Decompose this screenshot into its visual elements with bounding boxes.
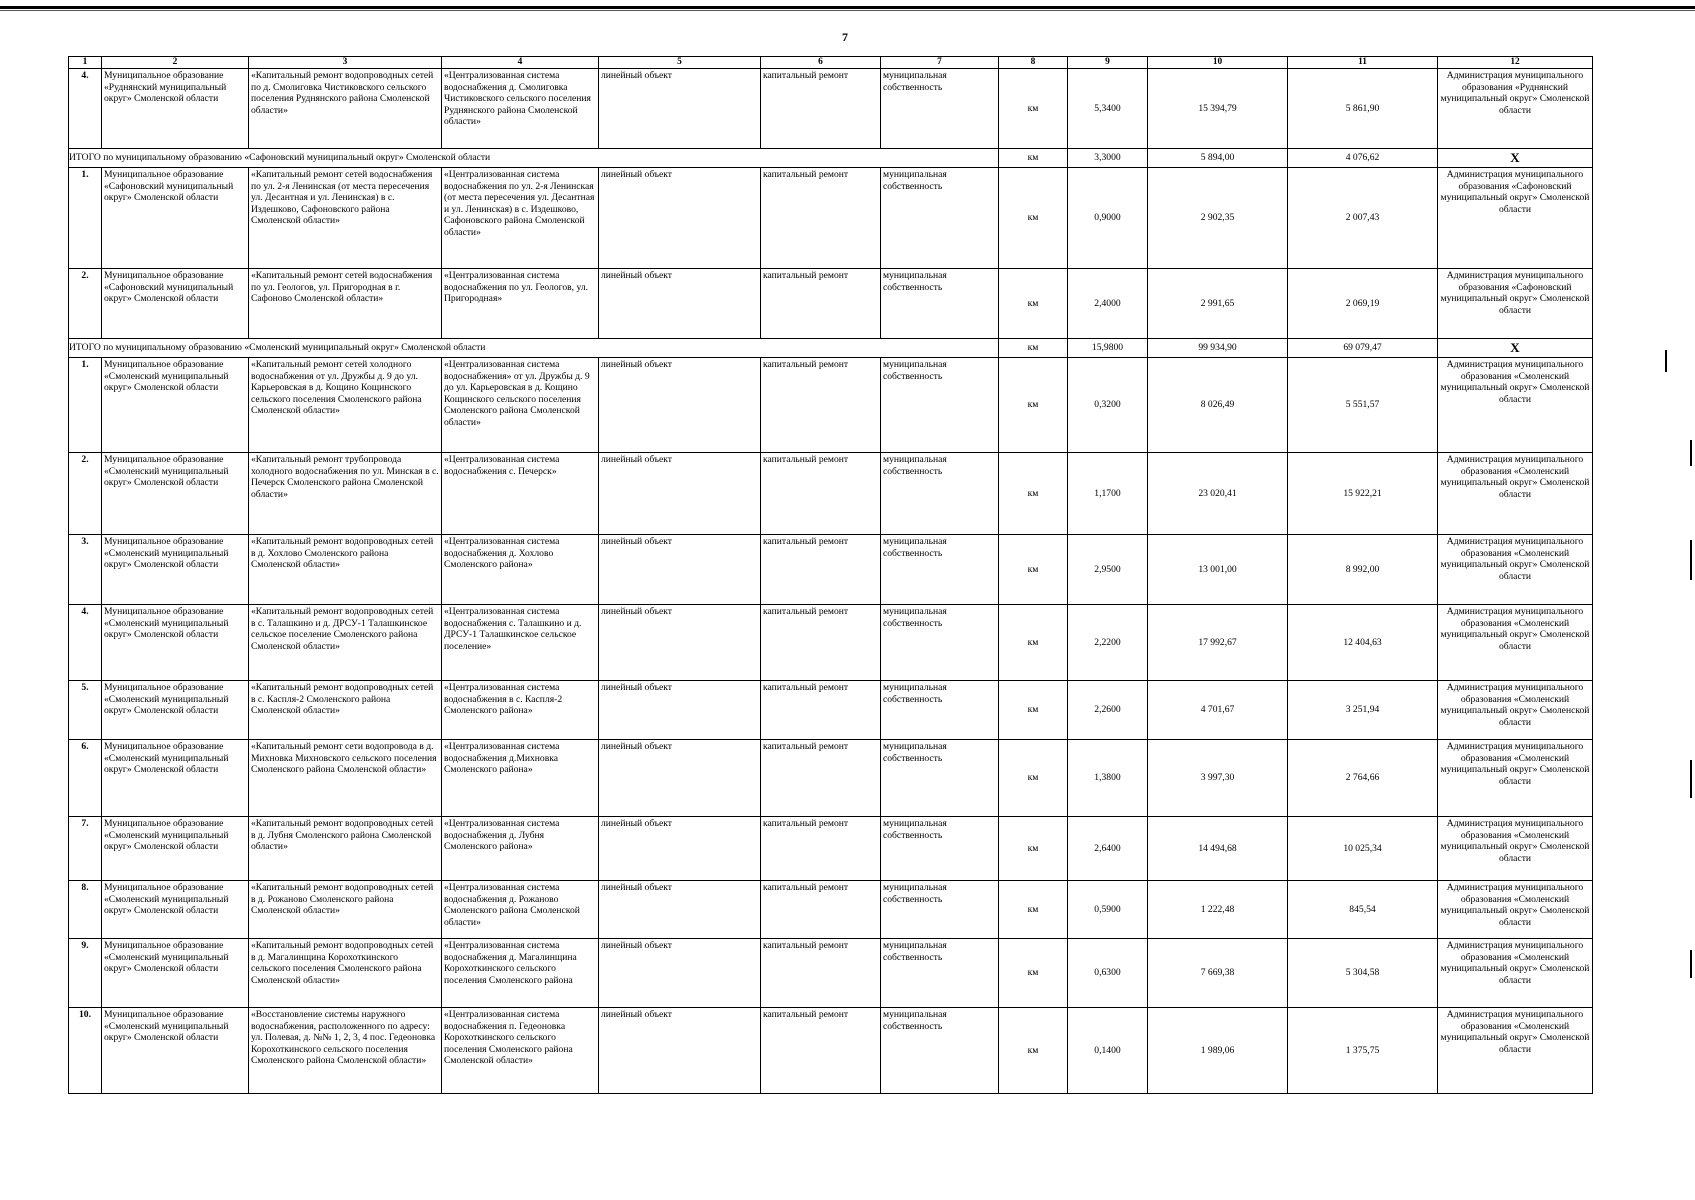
cell-work-type: капитальный ремонт (761, 269, 881, 339)
cell-object: «Централизованная система водоснабжения д. Рожаново Смоленского района Смоленской области» (442, 881, 599, 939)
cell-work-type: капитальный ремонт (761, 939, 881, 1008)
cell-work-type: капитальный ремонт (761, 740, 881, 817)
cell-administration: Администрация муниципального образования «Руднянский муниципальный округ» Смоленской области (1438, 69, 1593, 149)
cell-unit: км (999, 1008, 1068, 1094)
total-title: ИТОГО по муниципальному образованию «Сафоновский муниципальный округ» Смоленской области (69, 149, 999, 168)
scan-artifact (1690, 440, 1692, 466)
cell-cost-total: 1 222,48 (1148, 881, 1288, 939)
cell-work-type: капитальный ремонт (761, 881, 881, 939)
cell-administration: Администрация муниципального образования «Смоленский муниципальный округ» Смоленской области (1438, 453, 1593, 535)
cell-unit: км (999, 817, 1068, 881)
cell-no: 8. (69, 881, 102, 939)
cell-administration: Администрация муниципального образования «Смоленский муниципальный округ» Смоленской области (1438, 1008, 1593, 1094)
cell-cost-fund: 10 025,34 (1288, 817, 1438, 881)
cell-administration: Администрация муниципального образования «Сафоновский муниципальный округ» Смоленской области (1438, 168, 1593, 269)
cell-length: 2,4000 (1068, 269, 1148, 339)
total-cost-total: 5 894,00 (1148, 149, 1288, 168)
cell-length: 2,6400 (1068, 817, 1148, 881)
cell-object: «Централизованная система водоснабжения» от ул. Дружбы д. 9 до ул. Карьеровская в д. Кощино Кощинского сельского поселения Смоленского района Смоленской области» (442, 358, 599, 453)
cell-no: 4. (69, 605, 102, 681)
table-row (69, 358, 1593, 453)
cell-municipality: Муниципальное образование «Смоленский муниципальный округ» Смоленской области (102, 817, 249, 881)
cell-municipality: Муниципальное образование «Смоленский муниципальный округ» Смоленской области (102, 1008, 249, 1094)
cell-object: «Централизованная система водоснабжения в с. Каспля-2 Смоленского района» (442, 681, 599, 740)
column-number-row (69, 57, 1593, 69)
cell-object-type: линейный объект (599, 453, 761, 535)
cell-cost-total: 8 026,49 (1148, 358, 1288, 453)
column-number: 3 (249, 57, 442, 69)
section-total-row (69, 339, 1593, 358)
column-number: 8 (999, 57, 1068, 69)
cell-object-type: линейный объект (599, 535, 761, 605)
cell-unit: км (999, 168, 1068, 269)
cell-unit: км (999, 535, 1068, 605)
cell-object: «Централизованная система водоснабжения по ул. Геологов, ул. Пригородная» (442, 269, 599, 339)
cell-municipality: Муниципальное образование «Смоленский муниципальный округ» Смоленской области (102, 605, 249, 681)
cell-unit: км (999, 939, 1068, 1008)
cell-event: «Капитальный ремонт водопроводных сетей по д. Смолиговка Чистиковского сельского поселения Руднянского района Смоленской области» (249, 69, 442, 149)
cell-ownership: муниципальная собственность (881, 817, 999, 881)
cell-ownership: муниципальная собственность (881, 168, 999, 269)
table-row (69, 453, 1593, 535)
register-table-body (69, 57, 1593, 1094)
cell-event: «Капитальный ремонт водопроводных сетей в д. Магалинщина Корохоткинского сельского поселения Смоленского района Смоленской области» (249, 939, 442, 1008)
cell-length: 0,9000 (1068, 168, 1148, 269)
cell-cost-fund: 845,54 (1288, 881, 1438, 939)
cell-object-type: линейный объект (599, 740, 761, 817)
cell-cost-total: 14 494,68 (1148, 817, 1288, 881)
total-mark: X (1438, 339, 1593, 358)
cell-ownership: муниципальная собственность (881, 681, 999, 740)
cell-municipality: Муниципальное образование «Смоленский муниципальный округ» Смоленской области (102, 681, 249, 740)
table-row (69, 605, 1593, 681)
scan-artifact (1690, 540, 1692, 580)
cell-cost-total: 4 701,67 (1148, 681, 1288, 740)
cell-no: 10. (69, 1008, 102, 1094)
cell-administration: Администрация муниципального образования «Смоленский муниципальный округ» Смоленской области (1438, 817, 1593, 881)
total-unit: км (999, 339, 1068, 358)
cell-work-type: капитальный ремонт (761, 69, 881, 149)
cell-work-type: капитальный ремонт (761, 817, 881, 881)
cell-object-type: линейный объект (599, 1008, 761, 1094)
cell-object: «Централизованная система водоснабжения д. Магалинщина Корохоткинского сельского поселения Смоленского района (442, 939, 599, 1008)
cell-object: «Централизованная система водоснабжения д.Михновка Смоленского района» (442, 740, 599, 817)
cell-no: 9. (69, 939, 102, 1008)
column-number: 1 (69, 57, 102, 69)
cell-work-type: капитальный ремонт (761, 605, 881, 681)
cell-ownership: муниципальная собственность (881, 535, 999, 605)
cell-cost-total: 7 669,38 (1148, 939, 1288, 1008)
column-number: 10 (1148, 57, 1288, 69)
cell-length: 0,6300 (1068, 939, 1148, 1008)
cell-object: «Централизованная система водоснабжения п. Гедеоновка Корохоткинского сельского поселения Смоленского района Смоленской области» (442, 1008, 599, 1094)
scan-artifact (1665, 350, 1667, 372)
column-number: 9 (1068, 57, 1148, 69)
cell-object-type: линейный объект (599, 939, 761, 1008)
cell-length: 2,2600 (1068, 681, 1148, 740)
page-number: 7 (842, 30, 848, 44)
total-cost-fund: 4 076,62 (1288, 149, 1438, 168)
cell-work-type: капитальный ремонт (761, 453, 881, 535)
cell-object-type: линейный объект (599, 69, 761, 149)
cell-municipality: Муниципальное образование «Смоленский муниципальный округ» Смоленской области (102, 358, 249, 453)
cell-event: «Капитальный ремонт водопроводных сетей в д. Хохлово Смоленского района Смоленской области» (249, 535, 442, 605)
cell-administration: Администрация муниципального образования «Сафоновский муниципальный округ» Смоленской области (1438, 269, 1593, 339)
total-title: ИТОГО по муниципальному образованию «Смоленский муниципальный округ» Смоленской области (69, 339, 999, 358)
cell-unit: км (999, 605, 1068, 681)
cell-length: 1,1700 (1068, 453, 1148, 535)
cell-cost-total: 17 992,67 (1148, 605, 1288, 681)
cell-ownership: муниципальная собственность (881, 605, 999, 681)
cell-event: «Капитальный ремонт водопроводных сетей в д. Лубня Смоленского района Смоленской области» (249, 817, 442, 881)
cell-cost-fund: 5 861,90 (1288, 69, 1438, 149)
cell-no: 7. (69, 817, 102, 881)
cell-municipality: Муниципальное образование «Смоленский муниципальный округ» Смоленской области (102, 939, 249, 1008)
cell-unit: км (999, 453, 1068, 535)
cell-ownership: муниципальная собственность (881, 269, 999, 339)
table-row (69, 681, 1593, 740)
cell-unit: км (999, 740, 1068, 817)
cell-length: 0,1400 (1068, 1008, 1148, 1094)
cell-cost-total: 3 997,30 (1148, 740, 1288, 817)
cell-cost-total: 2 902,35 (1148, 168, 1288, 269)
cell-administration: Администрация муниципального образования «Смоленский муниципальный округ» Смоленской области (1438, 740, 1593, 817)
total-length: 3,3000 (1068, 149, 1148, 168)
cell-cost-fund: 3 251,94 (1288, 681, 1438, 740)
cell-work-type: капитальный ремонт (761, 535, 881, 605)
column-number: 6 (761, 57, 881, 69)
cell-cost-total: 2 991,65 (1148, 269, 1288, 339)
cell-no: 3. (69, 535, 102, 605)
cell-ownership: муниципальная собственность (881, 1008, 999, 1094)
cell-cost-total: 23 020,41 (1148, 453, 1288, 535)
total-length: 15,9800 (1068, 339, 1148, 358)
cell-unit: км (999, 681, 1068, 740)
cell-event: «Капитальный ремонт сетей холодного водоснабжения от ул. Дружбы д. 9 до ул. Карьеровская в д. Кощино Кощинского сельского поселения Смоленского района Смоленской области» (249, 358, 442, 453)
cell-cost-fund: 2 007,43 (1288, 168, 1438, 269)
cell-municipality: Муниципальное образование «Смоленский муниципальный округ» Смоленской области (102, 453, 249, 535)
table-row (69, 535, 1593, 605)
cell-administration: Администрация муниципального образования «Смоленский муниципальный округ» Смоленской области (1438, 605, 1593, 681)
cell-no: 4. (69, 69, 102, 149)
cell-unit: км (999, 269, 1068, 339)
cell-administration: Администрация муниципального образования «Смоленский муниципальный округ» Смоленской области (1438, 358, 1593, 453)
cell-object-type: линейный объект (599, 358, 761, 453)
top-border-line-thin (0, 10, 1695, 11)
total-unit: км (999, 149, 1068, 168)
table-row (69, 881, 1593, 939)
cell-unit: км (999, 358, 1068, 453)
cell-ownership: муниципальная собственность (881, 881, 999, 939)
cell-object-type: линейный объект (599, 605, 761, 681)
cell-cost-total: 13 001,00 (1148, 535, 1288, 605)
table-row (69, 69, 1593, 149)
cell-length: 0,5900 (1068, 881, 1148, 939)
table-row (69, 1008, 1593, 1094)
cell-object: «Централизованная система водоснабжения с. Печерск» (442, 453, 599, 535)
cell-unit: км (999, 69, 1068, 149)
cell-work-type: капитальный ремонт (761, 681, 881, 740)
cell-ownership: муниципальная собственность (881, 69, 999, 149)
cell-object-type: линейный объект (599, 817, 761, 881)
cell-event: «Восстановление системы наружного водоснабжения, расположенного по адресу: ул. Полевая, д. №№ 1, 2, 3, 4 пос. Гедеоновка Корохоткинского сельского поселения Смоленского района Смоленской области» (249, 1008, 442, 1094)
table-row (69, 740, 1593, 817)
cell-no: 5. (69, 681, 102, 740)
top-border-line (0, 6, 1695, 9)
cell-length: 5,3400 (1068, 69, 1148, 149)
cell-administration: Администрация муниципального образования «Смоленский муниципальный округ» Смоленской области (1438, 535, 1593, 605)
register-table (68, 56, 1593, 1094)
cell-cost-fund: 12 404,63 (1288, 605, 1438, 681)
table-row (69, 168, 1593, 269)
cell-cost-fund: 5 551,57 (1288, 358, 1438, 453)
cell-cost-total: 1 989,06 (1148, 1008, 1288, 1094)
total-cost-fund: 69 079,47 (1288, 339, 1438, 358)
cell-event: «Капитальный ремонт сетей водоснабжения по ул. 2-я Ленинская (от места пересечения ул. Десантная и ул. Ленинская) в с. Издешково, Сафоновского района Смоленской области» (249, 168, 442, 269)
cell-no: 1. (69, 168, 102, 269)
cell-cost-fund: 8 992,00 (1288, 535, 1438, 605)
cell-ownership: муниципальная собственность (881, 939, 999, 1008)
cell-administration: Администрация муниципального образования «Смоленский муниципальный округ» Смоленской области (1438, 681, 1593, 740)
cell-object-type: линейный объект (599, 269, 761, 339)
cell-length: 2,9500 (1068, 535, 1148, 605)
cell-cost-fund: 5 304,58 (1288, 939, 1438, 1008)
column-number: 7 (881, 57, 999, 69)
cell-cost-fund: 2 069,19 (1288, 269, 1438, 339)
cell-ownership: муниципальная собственность (881, 358, 999, 453)
cell-object: «Централизованная система водоснабжения д. Хохлово Смоленского района» (442, 535, 599, 605)
cell-work-type: капитальный ремонт (761, 168, 881, 269)
column-number: 11 (1288, 57, 1438, 69)
cell-municipality: Муниципальное образование «Смоленский муниципальный округ» Смоленской области (102, 881, 249, 939)
cell-event: «Капитальный ремонт сети водопровода в д. Михновка Михновского сельского поселения Смоленского района Смоленской области» (249, 740, 442, 817)
cell-work-type: капитальный ремонт (761, 1008, 881, 1094)
cell-event: «Капитальный ремонт водопроводных сетей в с. Талашкино и д. ДРСУ-1 Талашкинское сельское поселение Смоленского района Смоленской области» (249, 605, 442, 681)
cell-object: «Централизованная система водоснабжения д. Лубня Смоленского района» (442, 817, 599, 881)
cell-object: «Централизованная система водоснабжения д. Смолиговка Чистиковского сельского поселения Руднянского района Смоленской области» (442, 69, 599, 149)
cell-no: 6. (69, 740, 102, 817)
table-row (69, 817, 1593, 881)
cell-ownership: муниципальная собственность (881, 453, 999, 535)
table-row (69, 269, 1593, 339)
cell-cost-fund: 15 922,21 (1288, 453, 1438, 535)
cell-municipality: Муниципальное образование «Сафоновский муниципальный округ» Смоленской области (102, 168, 249, 269)
cell-length: 2,2200 (1068, 605, 1148, 681)
cell-municipality: Муниципальное образование «Сафоновский муниципальный округ» Смоленской области (102, 269, 249, 339)
cell-municipality: Муниципальное образование «Смоленский муниципальный округ» Смоленской области (102, 740, 249, 817)
total-cost-total: 99 934,90 (1148, 339, 1288, 358)
cell-ownership: муниципальная собственность (881, 740, 999, 817)
cell-no: 1. (69, 358, 102, 453)
cell-municipality: Муниципальное образование «Смоленский муниципальный округ» Смоленской области (102, 535, 249, 605)
cell-cost-total: 15 394,79 (1148, 69, 1288, 149)
cell-administration: Администрация муниципального образования «Смоленский муниципальный округ» Смоленской области (1438, 939, 1593, 1008)
column-number: 5 (599, 57, 761, 69)
cell-object: «Централизованная система водоснабжения по ул. 2-я Ленинская (от места пересечения ул. Десантная и ул. Ленинская) в с. Издешково, Сафоновского района Смоленской области» (442, 168, 599, 269)
cell-work-type: капитальный ремонт (761, 358, 881, 453)
cell-cost-fund: 2 764,66 (1288, 740, 1438, 817)
cell-length: 0,3200 (1068, 358, 1148, 453)
cell-municipality: Муниципальное образование «Руднянский муниципальный округ» Смоленской области (102, 69, 249, 149)
scan-artifact (1690, 950, 1692, 978)
cell-unit: км (999, 881, 1068, 939)
total-mark: X (1438, 149, 1593, 168)
cell-event: «Капитальный ремонт водопроводных сетей в д. Рожаново Смоленского района Смоленской области» (249, 881, 442, 939)
cell-length: 1,3800 (1068, 740, 1148, 817)
cell-object-type: линейный объект (599, 881, 761, 939)
cell-cost-fund: 1 375,75 (1288, 1008, 1438, 1094)
scan-artifact (1690, 760, 1692, 798)
register-table-wrapper (68, 56, 1592, 1094)
cell-no: 2. (69, 453, 102, 535)
column-number: 12 (1438, 57, 1593, 69)
cell-event: «Капитальный ремонт сетей водоснабжения по ул. Геологов, ул. Пригородная в г. Сафоново Смоленской области» (249, 269, 442, 339)
column-number: 4 (442, 57, 599, 69)
section-total-row (69, 149, 1593, 168)
cell-event: «Капитальный ремонт трубопровода холодного водоснабжения по ул. Минская в с. Печерск Смоленского района Смоленской области» (249, 453, 442, 535)
cell-object: «Централизованная система водоснабжения с. Талашкино и д. ДРСУ-1 Талашкинское сельское поселение» (442, 605, 599, 681)
cell-object-type: линейный объект (599, 681, 761, 740)
cell-event: «Капитальный ремонт водопроводных сетей в с. Каспля-2 Смоленского района Смоленской области» (249, 681, 442, 740)
cell-administration: Администрация муниципального образования «Смоленский муниципальный округ» Смоленской области (1438, 881, 1593, 939)
cell-object-type: линейный объект (599, 168, 761, 269)
table-row (69, 939, 1593, 1008)
column-number: 2 (102, 57, 249, 69)
cell-no: 2. (69, 269, 102, 339)
